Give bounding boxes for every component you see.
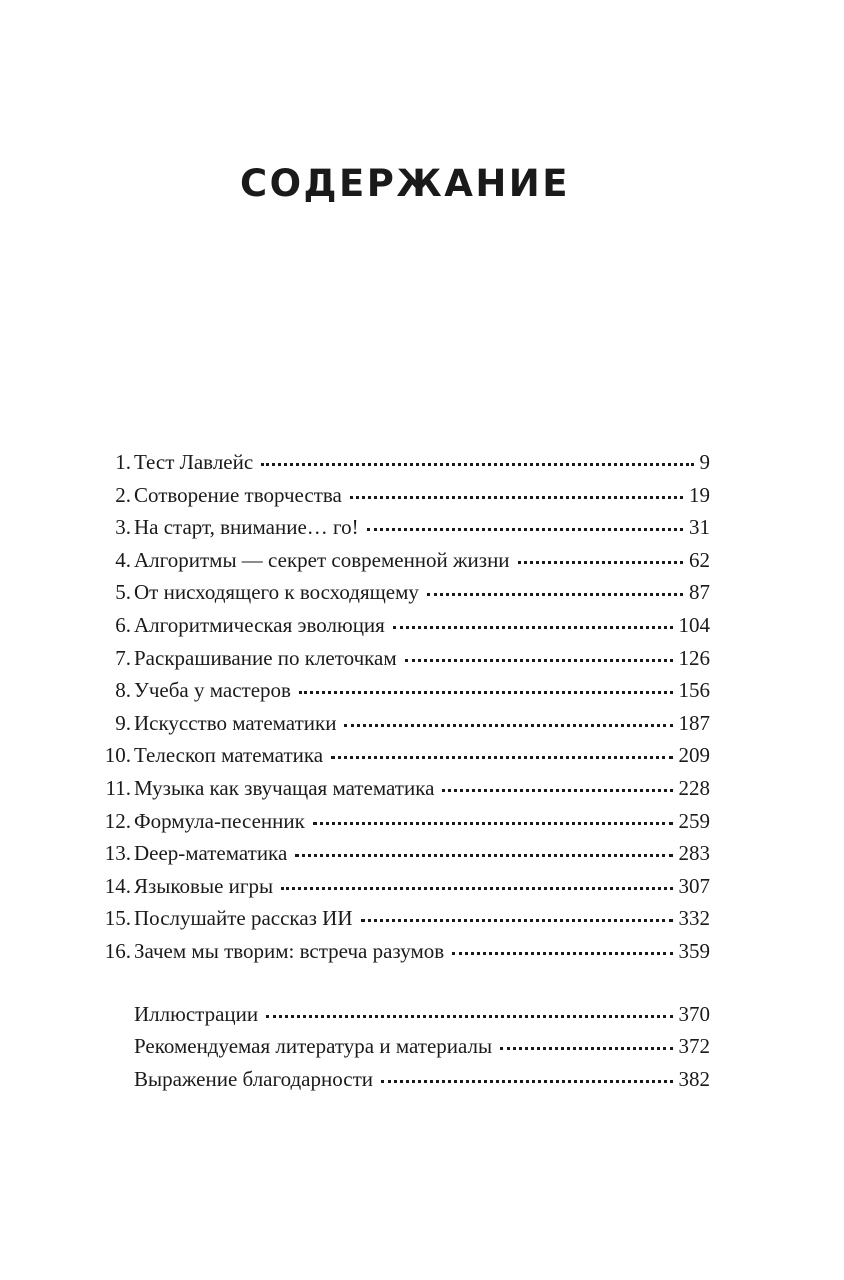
toc-entry-page: 370 — [678, 1001, 710, 1026]
dot-leader — [344, 724, 672, 727]
toc-entry-number: 14. — [104, 873, 131, 898]
toc-entry-page: 87 — [689, 580, 710, 605]
page-title: СОДЕРЖАНИЕ — [239, 162, 571, 205]
toc-entry-number: 13. — [104, 841, 131, 866]
dot-leader — [405, 659, 673, 662]
dot-leader — [452, 952, 672, 955]
toc-entry-number: 8. — [115, 678, 131, 703]
toc-entry[interactable] — [96, 576, 710, 609]
toc-entry-page: 156 — [678, 678, 710, 703]
toc-entry[interactable] — [96, 805, 710, 838]
table-of-contents — [96, 446, 710, 1095]
toc-entry[interactable] — [96, 642, 710, 675]
toc-entry-page: 372 — [678, 1034, 710, 1059]
toc-entry-title: Формула-песенник — [134, 808, 305, 833]
toc-entry-number: 11. — [105, 775, 131, 800]
toc-entry-title: Послушайте рассказ ИИ — [134, 906, 353, 931]
section-spacer — [96, 968, 710, 998]
toc-entry[interactable] — [96, 707, 710, 740]
dot-leader — [518, 561, 683, 564]
toc-entry-title: Тест Лавлейс — [134, 450, 254, 474]
toc-entry-number: 12. — [104, 808, 131, 833]
toc-entry-number: 4. — [115, 547, 131, 572]
dot-leader — [442, 789, 672, 792]
toc-entry-page: 9 — [699, 450, 710, 474]
dot-leader — [393, 626, 673, 629]
toc-entry[interactable] — [96, 837, 710, 870]
toc-entry[interactable] — [96, 935, 710, 968]
dot-leader — [367, 528, 683, 531]
dot-leader — [500, 1047, 672, 1050]
toc-entry-page: 187 — [678, 710, 710, 735]
chapter-list — [96, 446, 710, 968]
toc-entry-page: 126 — [678, 645, 710, 670]
toc-entry-number: 15. — [104, 906, 131, 931]
toc-entry-number: 6. — [115, 612, 131, 637]
dot-leader — [313, 822, 673, 825]
toc-entry-page: 307 — [678, 873, 710, 898]
toc-entry-number: 9. — [115, 710, 131, 735]
toc-entry-page: 104 — [678, 612, 710, 637]
dot-leader — [281, 887, 672, 890]
dot-leader — [266, 1015, 672, 1018]
dot-leader — [261, 463, 693, 466]
toc-entry[interactable] — [96, 609, 710, 642]
toc-entry[interactable] — [96, 479, 710, 512]
toc-entry-page: 31 — [689, 515, 710, 540]
toc-entry-page: 62 — [689, 547, 710, 572]
toc-entry[interactable] — [96, 1063, 710, 1096]
toc-entry-title: Сотворение творчества — [134, 482, 342, 507]
toc-entry[interactable] — [96, 870, 710, 903]
toc-entry[interactable] — [96, 446, 710, 479]
toc-entry-page: 19 — [689, 482, 710, 507]
toc-entry[interactable] — [96, 1030, 710, 1063]
toc-entry-title: Зачем мы творим: встреча разумов — [134, 938, 445, 963]
toc-entry-page: 228 — [678, 775, 710, 800]
toc-entry-number: 2. — [115, 482, 131, 507]
toc-entry[interactable] — [96, 902, 710, 935]
back-matter-list — [96, 998, 710, 1096]
toc-entry-page: 382 — [678, 1066, 710, 1091]
dot-leader — [350, 496, 683, 499]
toc-entry-title: Телескоп математика — [134, 743, 324, 768]
dot-leader — [295, 854, 672, 857]
toc-entry-title: От нисходящего к восходящему — [134, 580, 419, 605]
toc-entry[interactable] — [96, 739, 710, 772]
toc-entry-title: Учеба у мастеров — [134, 678, 291, 703]
toc-entry[interactable] — [96, 511, 710, 544]
toc-entry-page: 332 — [678, 906, 710, 931]
toc-entry-number: 5. — [115, 580, 131, 605]
toc-entry-page: 283 — [678, 841, 710, 866]
toc-entry-title: Алгоритмы — секрет современной жизни — [134, 547, 510, 572]
toc-entry[interactable] — [96, 772, 710, 805]
toc-entry-title: Языковые игры — [134, 873, 274, 898]
toc-entry[interactable] — [96, 674, 710, 707]
toc-entry-title: Deep-математика — [134, 841, 288, 866]
toc-entry-title: На старт, внимание… го! — [134, 515, 359, 540]
toc-entry-page: 359 — [678, 938, 710, 963]
toc-entry-number: 3. — [115, 515, 131, 540]
dot-leader — [427, 593, 683, 596]
toc-entry[interactable] — [96, 544, 710, 577]
toc-entry-number: 10. — [104, 743, 131, 768]
toc-entry-title: Алгоритмическая эволюция — [134, 612, 385, 637]
dot-leader — [381, 1080, 673, 1083]
toc-entry-page: 259 — [678, 808, 710, 833]
toc-entry-title: Раскрашивание по клеточкам — [134, 645, 397, 670]
dot-leader — [361, 919, 673, 922]
dot-leader — [299, 691, 673, 694]
toc-entry-number: 1. — [115, 450, 131, 474]
toc-entry-number: 7. — [115, 645, 131, 670]
toc-entry-title: Рекомендуемая литература и материалы — [134, 1034, 493, 1059]
toc-entry-title: Выражение благодарности — [134, 1066, 373, 1091]
toc-entry[interactable] — [96, 998, 710, 1031]
toc-entry-number: 16. — [104, 938, 131, 963]
toc-entry-title: Музыка как звучащая математика — [134, 775, 435, 800]
dot-leader — [331, 756, 672, 759]
toc-entry-title: Искусство математики — [134, 710, 337, 735]
toc-entry-title: Иллюстрации — [134, 1001, 259, 1026]
toc-entry-page: 209 — [678, 743, 710, 768]
